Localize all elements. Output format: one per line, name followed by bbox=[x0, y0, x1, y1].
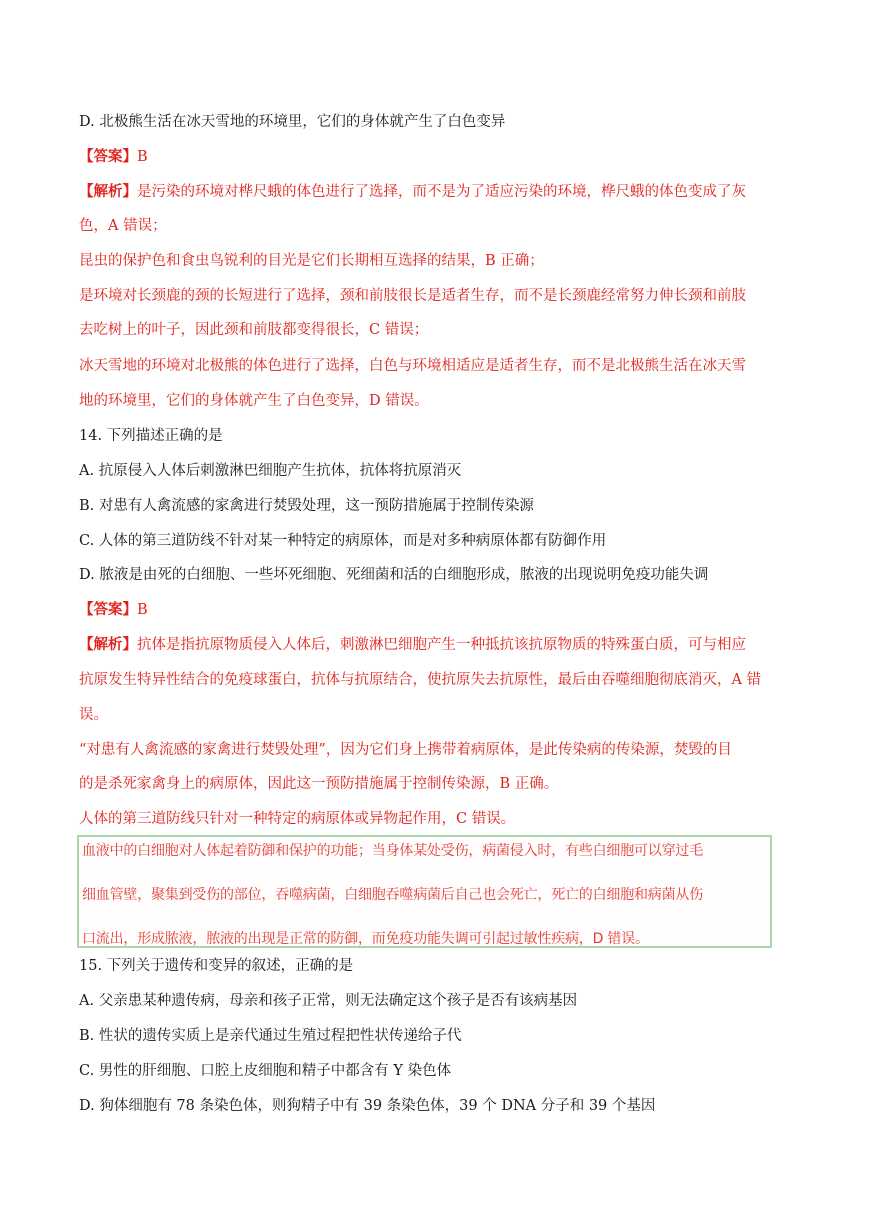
q14-analysis-line: 误。 bbox=[79, 707, 108, 723]
q15-option-b: B. 性状的遗传实质上是亲代通过生殖过程把性状传递给子代 bbox=[79, 1028, 462, 1044]
q14-option-d: D. 脓液是由死的白细胞、一些坏死细胞、死细菌和活的白细胞形成，脓液的出现说明免疫功能失调 bbox=[79, 567, 709, 583]
boxed-analysis-line: 口流出，形成脓液，脓液的出现是正常的防御，而免疫功能失调可引起过敏性疾病，D 错误。 bbox=[82, 931, 649, 947]
q15-option-a: A. 父亲患某种遗传病，母亲和孩子正常，则无法确定这个孩子是否有该病基因 bbox=[79, 993, 578, 1009]
q14-analysis-line bbox=[79, 635, 746, 655]
answer-value: B bbox=[137, 602, 148, 618]
q15-option-d: D. 狗体细胞有 78 条染色体，则狗精子中有 39 条染色体，39 个 DNA 分子和 39 个基因 bbox=[79, 1098, 656, 1114]
q14-answer bbox=[79, 600, 148, 620]
q13-analysis-line: 冰天雪地的环境对北极熊的体色进行了选择，白色与环境相适应是适者生存，而不是北极熊生活在冰天雪 bbox=[79, 358, 746, 374]
q13-analysis-line: 色，A 错误； bbox=[79, 218, 167, 234]
q14-analysis-line: 抗原发生特异性结合的免疫球蛋白，抗体与抗原结合，使抗原失去抗原性，最后由吞噬细胞彻底消灭，A 错 bbox=[79, 672, 762, 688]
q13-analysis-line: 地的环境里，它们的身体就产生了白色变异，D 错误。 bbox=[79, 393, 429, 409]
q15-option-c: C. 男性的肝细胞、口腔上皮细胞和精子中都含有 Y 染色体 bbox=[79, 1063, 452, 1079]
analysis-tag: 【解析】 bbox=[79, 183, 137, 200]
boxed-analysis-line: 细血管壁，聚集到受伤的部位，吞噬病菌，白细胞吞噬病菌后自己也会死亡，死亡的白细胞和病菌从伤 bbox=[82, 887, 703, 903]
q14-stem: 14. 下列描述正确的是 bbox=[79, 428, 223, 444]
analysis-text: 是污染的环境对桦尺蛾的体色进行了选择，而不是为了适应污染的环境，桦尺蛾的体色变成了灰 bbox=[137, 184, 746, 200]
q13-analysis-line: 昆虫的保护色和食虫鸟锐利的目光是它们长期相互选择的结果，B 正确； bbox=[79, 253, 544, 269]
answer-value: B bbox=[137, 149, 148, 165]
q14-analysis-line: 人体的第三道防线只针对一种特定的病原体或异物起作用，C 错误。 bbox=[79, 811, 516, 827]
q13-analysis-line: 去吃树上的叶子，因此颈和前肢都变得很长，C 错误； bbox=[79, 322, 429, 338]
answer-tag: 【答案】 bbox=[79, 148, 137, 165]
q14-analysis-line: “对患有人禽流感的家禽进行焚毁处理”，因为它们身上携带着病原体，是此传染病的传染源，焚毁的目 bbox=[79, 742, 732, 758]
answer-tag: 【答案】 bbox=[79, 601, 137, 618]
q13-analysis-line: 是环境对长颈鹿的颈的长短进行了选择，颈和前肢很长是适者生存，而不是长颈鹿经常努力伸长颈和前肢 bbox=[79, 288, 746, 304]
boxed-analysis-line: 血液中的白细胞对人体起着防御和保护的功能；当身体某处受伤，病菌侵入时，有些白细胞可以穿过毛 bbox=[82, 843, 703, 859]
q14-option-b: B. 对患有人禽流感的家禽进行焚毁处理，这一预防措施属于控制传染源 bbox=[79, 498, 534, 514]
q13-analysis-line bbox=[79, 182, 746, 202]
q14-option-c: C. 人体的第三道防线不针对某一种特定的病原体，而是对多种病原体都有防御作用 bbox=[79, 533, 607, 549]
q13-answer bbox=[79, 147, 148, 167]
analysis-tag: 【解析】 bbox=[79, 636, 137, 653]
pasted-analysis-box bbox=[77, 835, 772, 948]
analysis-text: 抗体是指抗原物质侵入人体后，刺激淋巴细胞产生一种抵抗该抗原物质的特殊蛋白质，可与相应 bbox=[137, 637, 746, 653]
q13-option-d: D. 北极熊生活在冰天雪地的环境里，它们的身体就产生了白色变异 bbox=[79, 114, 506, 130]
q15-stem: 15. 下列关于遗传和变异的叙述，正确的是 bbox=[79, 958, 354, 974]
q14-analysis-line: 的是杀死家禽身上的病原体，因此这一预防措施属于控制传染源，B 正确。 bbox=[79, 776, 559, 792]
q14-option-a: A. 抗原侵入人体后刺激淋巴细胞产生抗体，抗体将抗原消灭 bbox=[79, 463, 462, 479]
